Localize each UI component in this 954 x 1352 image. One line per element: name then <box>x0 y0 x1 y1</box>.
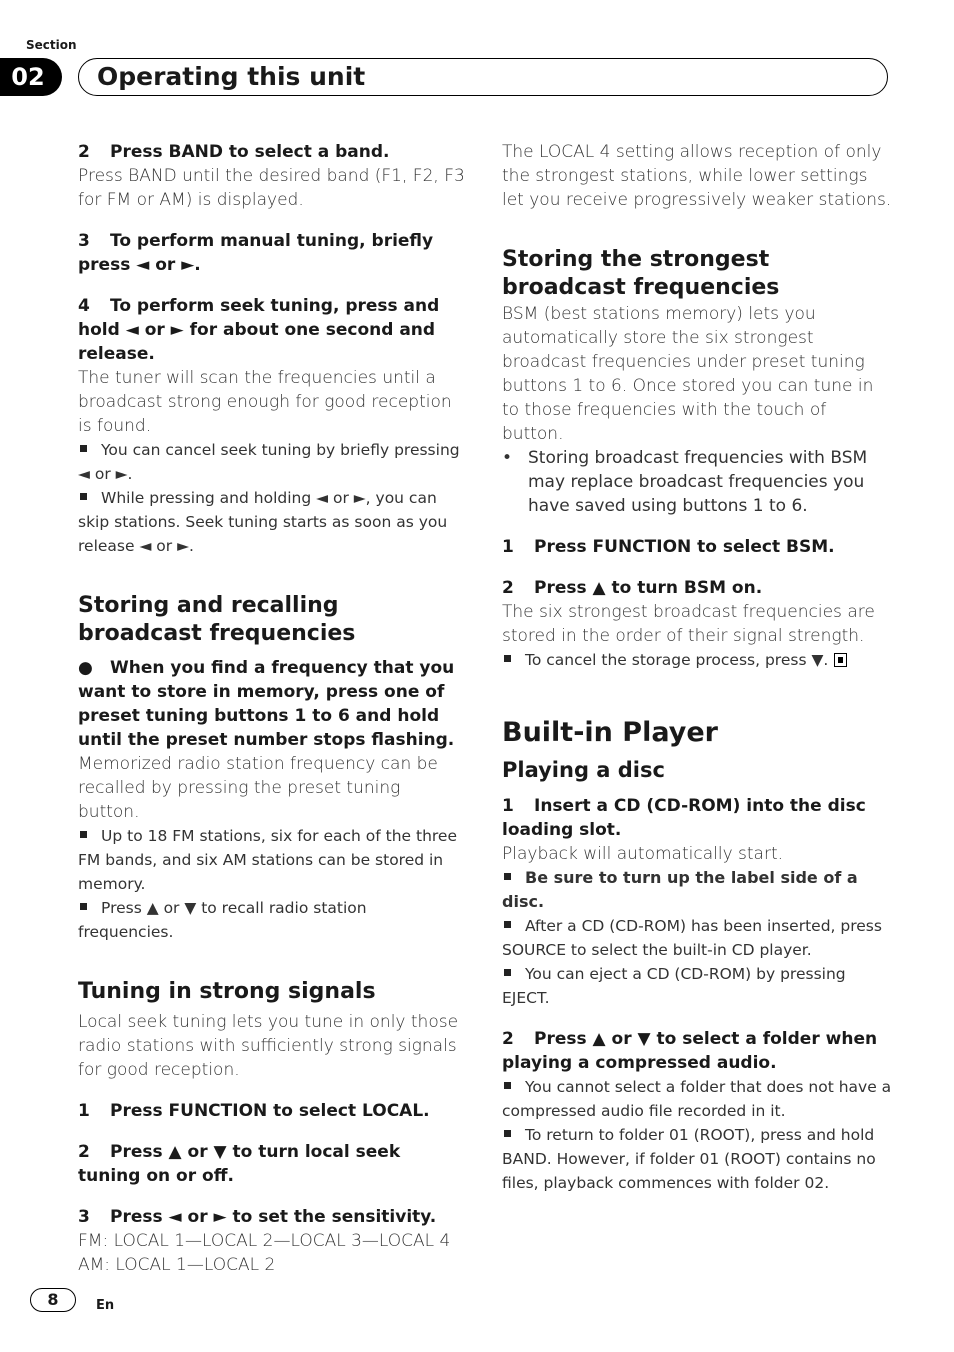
body-paragraph: The LOCAL 4 setting allows reception of only the strongest stations, while lower settings let you receive progressively weaker stations. <box>502 142 892 210</box>
section-heading: Tuning in strong signals <box>78 979 376 1004</box>
right-column <box>502 140 892 1195</box>
note-item: You can cancel seek tuning by briefly pressing ◄ or ►. <box>78 441 460 483</box>
note-item: After a CD (CD-ROM) has been inserted, press SOURCE to select the built-in CD player. <box>502 917 882 959</box>
dot-list-item: • Storing broadcast frequencies with BSM may replace broadcast frequencies you have saved using buttons 1 to 6. <box>502 448 868 516</box>
section-label: Section <box>26 38 77 52</box>
bullet-instruction: ● When you find a frequency that you want to store in memory, press one of preset tuning buttons 1 to 6 and hold until the preset number stops flashing. <box>78 658 455 750</box>
note-item: Be sure to turn up the label side of a disc. <box>502 868 858 911</box>
note-item: To cancel the storage process, press ▼. <box>502 648 892 672</box>
page-number: 8 <box>30 1288 76 1312</box>
square-bullet-icon <box>80 831 87 838</box>
step-heading: 4 To perform seek tuning, press and hold ◄ or ► for about one second and release. <box>78 296 440 364</box>
fm-sensitivity-values: FM: LOCAL 1—LOCAL 2—LOCAL 3—LOCAL 4 <box>78 1231 451 1251</box>
subsection-heading: Playing a disc <box>502 758 665 782</box>
chapter-heading: Built-in Player <box>502 717 718 748</box>
body-paragraph: Playback will automatically start. <box>502 844 784 864</box>
am-sensitivity-values: AM: LOCAL 1—LOCAL 2 <box>78 1255 276 1275</box>
note-item: You can eject a CD (CD-ROM) by pressing EJECT. <box>502 965 846 1007</box>
step-heading: 3 Press ◄ or ► to set the sensitivity. <box>78 1207 437 1227</box>
language-code: En <box>96 1298 115 1313</box>
square-bullet-icon <box>504 969 511 976</box>
note-item: Up to 18 FM stations, six for each of the three FM bands, and six AM stations can be stored in memory. <box>78 827 458 893</box>
square-bullet-icon <box>504 1082 511 1089</box>
body-paragraph: Memorized radio station frequency can be recalled by pressing the preset tuning button. <box>78 754 438 822</box>
square-bullet-icon <box>80 903 87 910</box>
step-heading: 1 Press FUNCTION to select LOCAL. <box>78 1101 430 1121</box>
step-heading: 2 Press ▲ to turn BSM on. <box>502 578 763 598</box>
dot-bullet-icon: • <box>502 448 513 468</box>
square-bullet-icon <box>504 1130 511 1137</box>
section-number-badge: 02 <box>0 58 62 96</box>
square-bullet-icon <box>80 445 87 452</box>
section-heading: Storing the strongest broadcast frequencies <box>502 247 780 300</box>
page-title: Operating this unit <box>78 58 888 96</box>
body-paragraph: The tuner will scan the frequencies until a broadcast strong enough for good reception is found. <box>78 368 452 436</box>
step-heading: 1 Insert a CD (CD-ROM) into the disc loading slot. <box>502 796 866 840</box>
note-item: To return to folder 01 (ROOT), press and hold BAND. However, if folder 01 (ROOT) contains no files, playback commences with folder 02. <box>502 1126 876 1192</box>
note-item: You cannot select a folder that does not have a compressed audio file recorded in it. <box>502 1078 892 1120</box>
step-heading: 3 To perform manual tuning, briefly press ◄ or ►. <box>78 231 434 275</box>
note-item: While pressing and holding ◄ or ►, you can skip stations. Seek tuning starts as soon as you release ◄ or ►. <box>78 489 448 555</box>
step-heading: 2 Press BAND to select a band. <box>78 142 390 162</box>
square-bullet-icon <box>80 493 87 500</box>
step-heading: 1 Press FUNCTION to select BSM. <box>502 537 835 557</box>
body-paragraph: Press BAND until the desired band (F1, F2, F3 for FM or AM) is displayed. <box>78 166 465 210</box>
left-column <box>78 140 466 1277</box>
body-paragraph: The six strongest broadcast frequencies are stored in the order of their signal strength. <box>502 602 875 646</box>
section-heading: Storing and recalling broadcast frequencies <box>78 593 356 646</box>
body-paragraph: BSM (best stations memory) lets you automatically store the six strongest broadcast frequencies under preset tuning buttons 1 to 6. Once stored you can tune in to those frequencies with the touch of button. <box>502 304 874 444</box>
step-heading: 2 Press ▲ or ▼ to select a folder when playing a compressed audio. <box>502 1029 878 1073</box>
end-of-section-icon <box>834 653 847 667</box>
square-bullet-icon <box>504 873 511 880</box>
square-bullet-icon <box>504 655 511 662</box>
step-heading: 2 Press ▲ or ▼ to turn local seek tuning on or off. <box>78 1142 401 1186</box>
note-item: Press ▲ or ▼ to recall radio station frequencies. <box>78 899 367 941</box>
body-paragraph: Local seek tuning lets you tune in only those radio stations with sufficiently strong signals for good reception. <box>78 1012 459 1080</box>
circle-bullet-icon: ● <box>78 658 93 678</box>
square-bullet-icon <box>504 921 511 928</box>
